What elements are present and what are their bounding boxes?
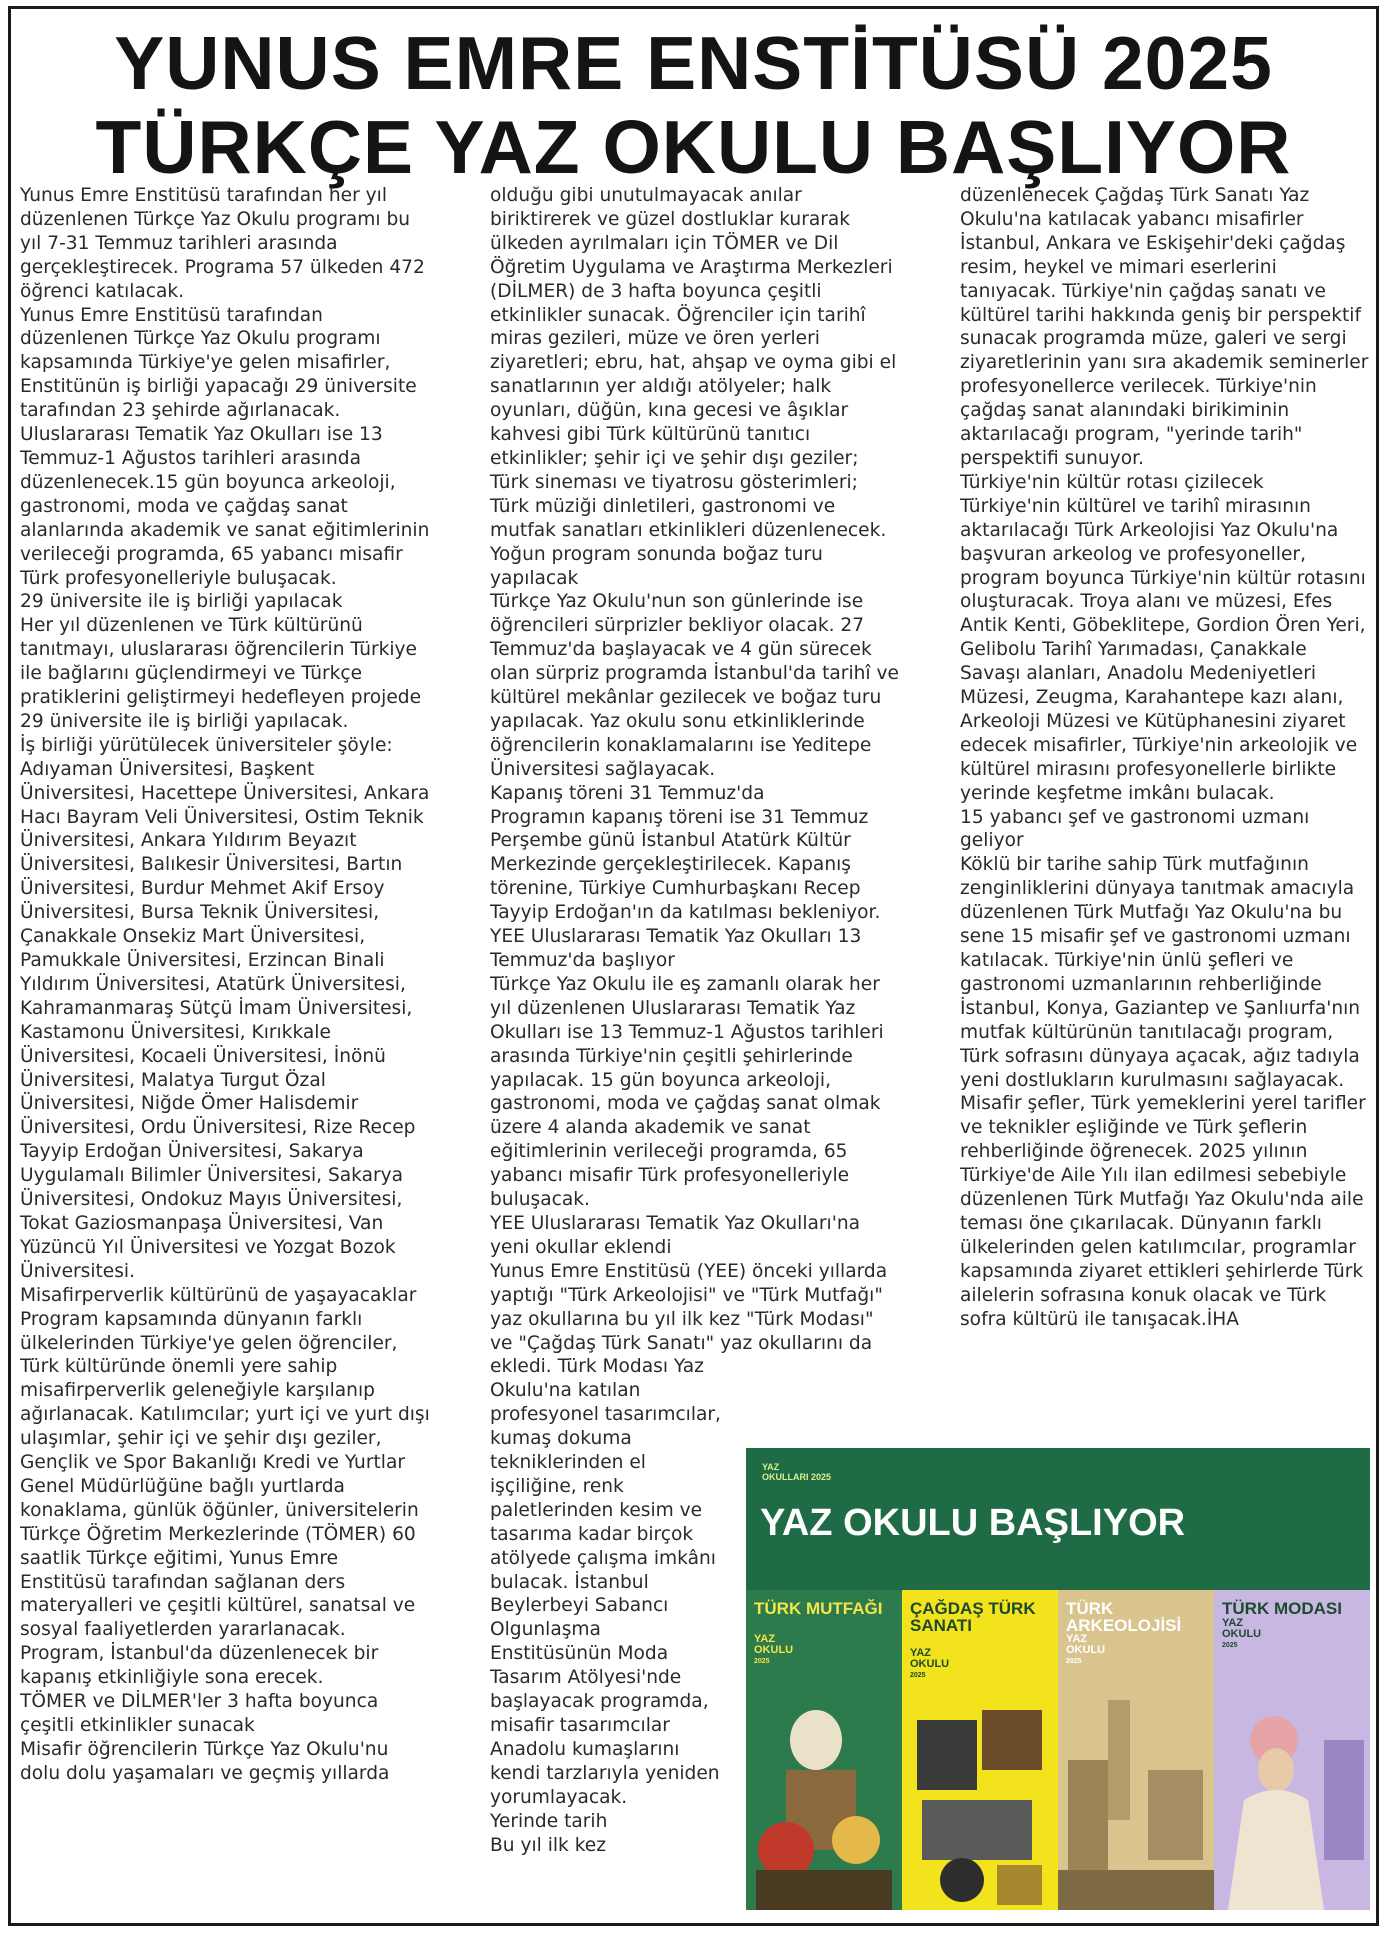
subheading: Yerinde tarih xyxy=(490,1810,608,1832)
paragraph: Türkçe Yaz Okulu'nun son günlerinde ise öğrencileri sürprizler bekliyor olacak. 27 Temmuz'da başlayacak ve 4 gün sürecek olan sürpriz programda İstanbul'da tarihî ve kültürel mekânlar gezilecek ve boğaz turu yapılacak. Yaz okulu sonu etkinliklerinde öğrencilerin konaklamalarını ise Yeditepe Üniversitesi sağlayacak. xyxy=(490,591,899,780)
subheading: Kapanış töreni 31 Temmuz'da xyxy=(490,782,765,804)
paragraph: Adıyaman Üniversitesi, Başkent Üniversitesi, Hacettepe Üniversitesi, Ankara Hacı Bayram Veli Üniversitesi, Ostim Teknik Üniversitesi, Ankara Yıldırım Beyazıt Üniversitesi, Balıkesir Üniversitesi, Bartın Üniversitesi, Burdur Mehmet Akif Ersoy Üniversitesi, Bursa Teknik Üniversitesi, Çanakkale Onsekiz Mart Üniversitesi, Pamukkale Üniversitesi, Erzincan Binali Yıldırım Üniversitesi, Atatürk Üniversitesi, Kahramanmaraş Sütçü İmam Üniversitesi, Kastamonu Üniversitesi, Kırıkkale Üniversitesi, Kocaeli Üniversitesi, İnönü Üniversitesi, Malatya Turgut Özal Üniversitesi, Niğde Ömer Halisdemir Üniversitesi, Ordu Üniversitesi, Rize Recep Tayyip Erdoğan Üniversitesi, Sakarya Uygulamalı Bilimler Üniversitesi, Sakarya Üniversitesi, Ondokuz Mayıs Üniversitesi, Tokat Gaziosmanpaşa Üniversitesi, Van Yüzüncü Yıl Üniversitesi ve Yozgat Bozok Üniversitesi. xyxy=(20,758,430,1282)
paragraph: İş birliği yürütülecek üniversiteler şöyle: xyxy=(20,734,393,756)
subheading: 15 yabancı şef ve gastronomi uzmanı geliyor xyxy=(960,806,1310,852)
paragraph: Programın kapanış töreni ise 31 Temmuz Perşembe günü İstanbul Atatürk Kültür Merkezinde gerçekleştirilecek. Kapanış törenine, Türkiye Cumhurbaşkanı Recep Tayyip Erdoğan'ın da katılması bekleniyor. xyxy=(490,806,881,924)
promo-title: YAZ OKULU BAŞLIYOR xyxy=(760,1502,1186,1544)
panel-title: TÜRK MODASI xyxy=(1222,1599,1342,1618)
panel-sub-text: YAZ xyxy=(1066,1633,1087,1645)
logo-text: YAZ xyxy=(762,1462,780,1472)
food-illustration xyxy=(746,1700,902,1910)
panel-sub-text: OKULU xyxy=(1222,1628,1262,1640)
panel-subtitle xyxy=(910,1648,949,1681)
paragraph: Yunus Emre Enstitüsü tarafından her yıl düzenlenen Türkçe Yaz Okulu programı bu yıl 7-31 Temmuz tarihleri arasında gerçekleştirecek. Programa 57 ülkeden 472 öğrenci katılacak. xyxy=(20,185,425,302)
panel-turk-mutfagi xyxy=(746,1590,902,1910)
paragraph: düzenlenecek Çağdaş Türk Sanatı Yaz Okulu'na katılacak yabancı misafirler İstanbul, Ankara ve Eskişehir'deki çağdaş resim, heykel ve mimari eserlerini tanıyacak. Türkiye'nin çağdaş sanatı ve kültürel tarihi hakkında geniş bir perspektif sunacak programda müze, galeri ve sergi ziyaretlerinin yanı sıra akademik seminerler profesyonellerce verilecek. Türkiye'nin çağdaş sanat alanındaki birikiminin aktarılacağı program, "yerinde tarih" perspektifi sunuyor. xyxy=(960,185,1369,469)
paragraph: Misafir öğrencilerin Türkçe Yaz Okulu'nu dolu dolu yaşamaları ve geçmiş yıllarda xyxy=(20,1738,390,1784)
paragraph: Köklü bir tarihe sahip Türk mutfağının zenginliklerini dünyaya tanıtmak amacıyla düzenlenen Türk Mutfağı Yaz Okulu'na bu sene 15 misafir şef ve gastronomi uzmanı katılacak. Türkiye'nin ünlü şefleri ve gastronomi uzmanlarının rehberliğinde İstanbul, Konya, Gaziantep ve Şanlıurfa'nın mutfak kültürünün tanıtılacağı program, Türk sofrasını dünyaya açacak, ağız tadıyla yeni dostlukların kurulmasını sağlayacak. Misafir şefler, Türk yemeklerini yerel tarifler ve teknikler eşliğinde ve Türk şeflerin rehberliğinde öğrenecek. 2025 yılının Türkiye'de Aile Yılı ilan edilmesi sebebiyle düzenlenen Türk Mutfağı Yaz Okulu'nda aile teması öne çıkarılacak. Dünyanın farklı ülkelerinden gelen katılımcılar, programlar kapsamında ziyaret ettikleri şehirlerde Türk ailelerin sofrasına konuk olacak ve Türk sofra kültürü ile tanışacak.İHA xyxy=(960,854,1366,1330)
panel-subtitle xyxy=(754,1634,793,1667)
panel-title: ÇAĞDAŞ TÜRK SANATI xyxy=(910,1599,1036,1635)
archaeology-illustration xyxy=(1058,1700,1214,1910)
logo-text: OKULLARI 2025 xyxy=(762,1472,832,1482)
subheading: 29 üniversite ile iş birliği yapılacak xyxy=(20,591,343,613)
headline-line-1: YUNUS EMRE ENSTİTÜSÜ 2025 xyxy=(114,21,1273,105)
paragraph: Türkçe Yaz Okulu ile eş zamanlı olarak her yıl düzenlenen Uluslararası Tematik Yaz Okulları ise 13 Temmuz-1 Ağustos tarihleri arasında Türkiye'nin çeşitli şehirlerinde yapılacak. 15 gün boyunca arkeoloji, gastronomi, moda ve çağdaş sanat olmak üzere 4 alanda akademik ve sanat eğitimlerinin verileceği programda, 65 yabancı misafir Türk profesyonelleriyle buluşacak. xyxy=(490,973,884,1211)
subheading: Türkiye'nin kültür rotası çizilecek xyxy=(960,471,1264,493)
article-column-1 xyxy=(20,184,430,1786)
panel-title: TÜRK ARKEOLOJİSİ xyxy=(1066,1599,1182,1635)
subheading: Yoğun program sonunda boğaz turu yapılacak xyxy=(490,543,823,589)
paragraph: Yunus Emre Enstitüsü tarafından düzenlenen Türkçe Yaz Okulu programı kapsamında Türkiye'ye gelen misafirler, Enstitünün iş birliği yapacağı 29 üniversite tarafından 23 şehirde ağırlanacak. xyxy=(20,304,417,422)
panel-year: 2025 xyxy=(1222,1642,1238,1649)
panel-cagdas-turk-sanati xyxy=(902,1590,1058,1910)
panel-turk-modasi xyxy=(1214,1590,1370,1910)
subheading: TÖMER ve DİLMER'ler 3 hafta boyunca çeşitli etkinlikler sunacak xyxy=(20,1691,379,1736)
paragraph: Program kapsamında dünyanın farklı ülkelerinden Türkiye'ye gelen öğrenciler, Türk kültüründe önemli yere sahip misafirperverlik geleneğiyle karşılanıp ağırlanacak. Katılımcılar; yurt içi ve yurt dışı ulaşımlar, şehir içi ve şehir dışı geziler, Gençlik ve Spor Bakanlığı Kredi ve Yurtlar Genel Müdürlüğüne bağlı yurtlarda konaklama, günlük öğünler, üniversitelerin Türkçe Öğretim Merkezlerinde (TÖMER) 60 saatlik Türkçe eğitimi, Yunus Emre Enstitüsü tarafından sağlanan ders materyalleri ve çeşitli kültürel, sanatsal ve sosyal faaliyetlerden yararlanacak. Program, İstanbul'da düzenlenecek bir kapanış etkinliğiyle sona erecek. xyxy=(20,1308,430,1689)
panel-sub-text: OKULU xyxy=(754,1644,794,1656)
panel-title: TÜRK MUTFAĞI xyxy=(754,1599,883,1618)
panel-subtitle xyxy=(1222,1618,1261,1651)
subheading: YEE Uluslararası Tematik Yaz Okulları 13 Temmuz'da başlıyor xyxy=(490,926,862,971)
yaz-okullari-logo xyxy=(762,1462,831,1482)
paragraph: olduğu gibi unutulmayacak anılar biriktirerek ve güzel dostluklar kurarak ülkeden ayrılmaları için TÖMER ve Dil Öğretim Uygulama ve Araştırma Merkezleri (DİLMER) de 3 hafta boyunca çeşitli etkinlikler sunacak. Öğrenciler için tarihî miras gezileri, müze ve ören yerleri ziyaretleri; ebru, hat, ahşap ve oyma gibi el sanatlarının yer aldığı atölyeler; halk oyunları, düğün, kına gecesi ve âşıklar kahvesi gibi Türk kültürünü tanıtıcı etkinlikler; şehir içi ve şehir dışı geziler; Türk sineması ve tiyatrosu gösterimleri; Türk müziği dinletileri, gastronomi ve mutfak sanatları etkinlikleri düzenlenecek. xyxy=(490,185,897,541)
promo-poster-image xyxy=(746,1448,1370,1910)
narrow-text-block xyxy=(490,1379,725,1857)
panel-sub-text: OKULU xyxy=(910,1658,950,1670)
paragraph: Yunus Emre Enstitüsü (YEE) önceki yıllarda yaptığı "Türk Arkeolojisi" ve "Türk Mutfağı" yaz okullarına bu yıl ilk kez "Türk Modası" ve "Çağdaş Türk Sanatı" yaz okullarını da ekledi. Türk Modası Yaz xyxy=(490,1260,888,1378)
headline-line-2: TÜRKÇE YAZ OKULU BAŞLIYOR xyxy=(95,105,1292,189)
panel-year: 2025 xyxy=(754,1658,770,1665)
subheading: YEE Uluslararası Tematik Yaz Okulları'na yeni okullar eklendi xyxy=(490,1212,860,1258)
paragraph: Türkiye'nin kültürel ve tarihî mirasının aktarılacağı Türk Arkeolojisi Yaz Okulu'na başvuran arkeolog ve profesyoneller, program boyunca Türkiye'nin kültür rotasını oluşturacak. Troya alanı ve müzesi, Efes Antik Kenti, Göbeklitepe, Gordion Ören Yeri, Gelibolu Tarihî Yarımadası, Çanakkale Savaşı alanları, Anadolu Medeniyetleri Müzesi, Zeugma, Karahantepe kazı alanı, Arkeoloji Müzesi ve Kütüphanesini ziyaret edecek misafirler, Türkiye'nin arkeolojik ve kültürel mirasını profesyonellerle birlikte yerinde keşfetme imkânı bulacak. xyxy=(960,495,1366,804)
subheading: Misafirperverlik kültürünü de yaşayacaklar xyxy=(20,1284,417,1306)
panel-year: 2025 xyxy=(1066,1658,1082,1665)
panel-year: 2025 xyxy=(910,1672,926,1679)
panel-sub-text: YAZ xyxy=(910,1647,931,1659)
paragraph: Bu yıl ilk kez xyxy=(490,1834,607,1856)
fashion-illustration xyxy=(1214,1700,1370,1910)
panel-sub-text: YAZ xyxy=(1222,1617,1243,1629)
panel-sub-text: YAZ xyxy=(754,1633,775,1645)
art-collage-illustration xyxy=(902,1700,1058,1910)
paragraph: Uluslararası Tematik Yaz Okulları ise 13 Temmuz-1 Ağustos tarihleri arasında düzenlenecek.15 gün boyunca arkeoloji, gastronomi, moda ve çağdaş sanat alanlarında akademik ve sanat eğitimlerinin verileceği programda, 65 yabancı misafir Türk profesyonelleriyle buluşacak. xyxy=(20,424,430,589)
article-column-3 xyxy=(960,184,1370,1332)
paragraph: Her yıl düzenlenen ve Türk kültürünü tanıtmayı, uluslararası öğrencilerin Türkiye ile bağlarını güçlendirmeyi ve Türkçe pratiklerini geliştirmeyi hedefleyen projede 29 üniversite ile iş birliği yapılacak. xyxy=(20,615,422,732)
paragraph: Okulu'na katılan profesyonel tasarımcılar, kumaş dokuma tekniklerinden el işçiliğine, renk paletlerinden kesim ve tasarıma kadar birçok atölyede çalışma imkânı bulacak. İstanbul Beylerbeyi Sabancı Olgunlaşma Enstitüsünün Moda Tasarım Atölyesi'nde başlayacak programda, misafir tasarımcılar Anadolu kumaşlarını kendi tarzlarıyla yeniden yorumlayacak. xyxy=(490,1380,721,1808)
panel-subtitle xyxy=(1066,1634,1105,1667)
panel-turk-arkeolojisi xyxy=(1058,1590,1214,1910)
panel-sub-text: OKULU xyxy=(1066,1644,1106,1656)
